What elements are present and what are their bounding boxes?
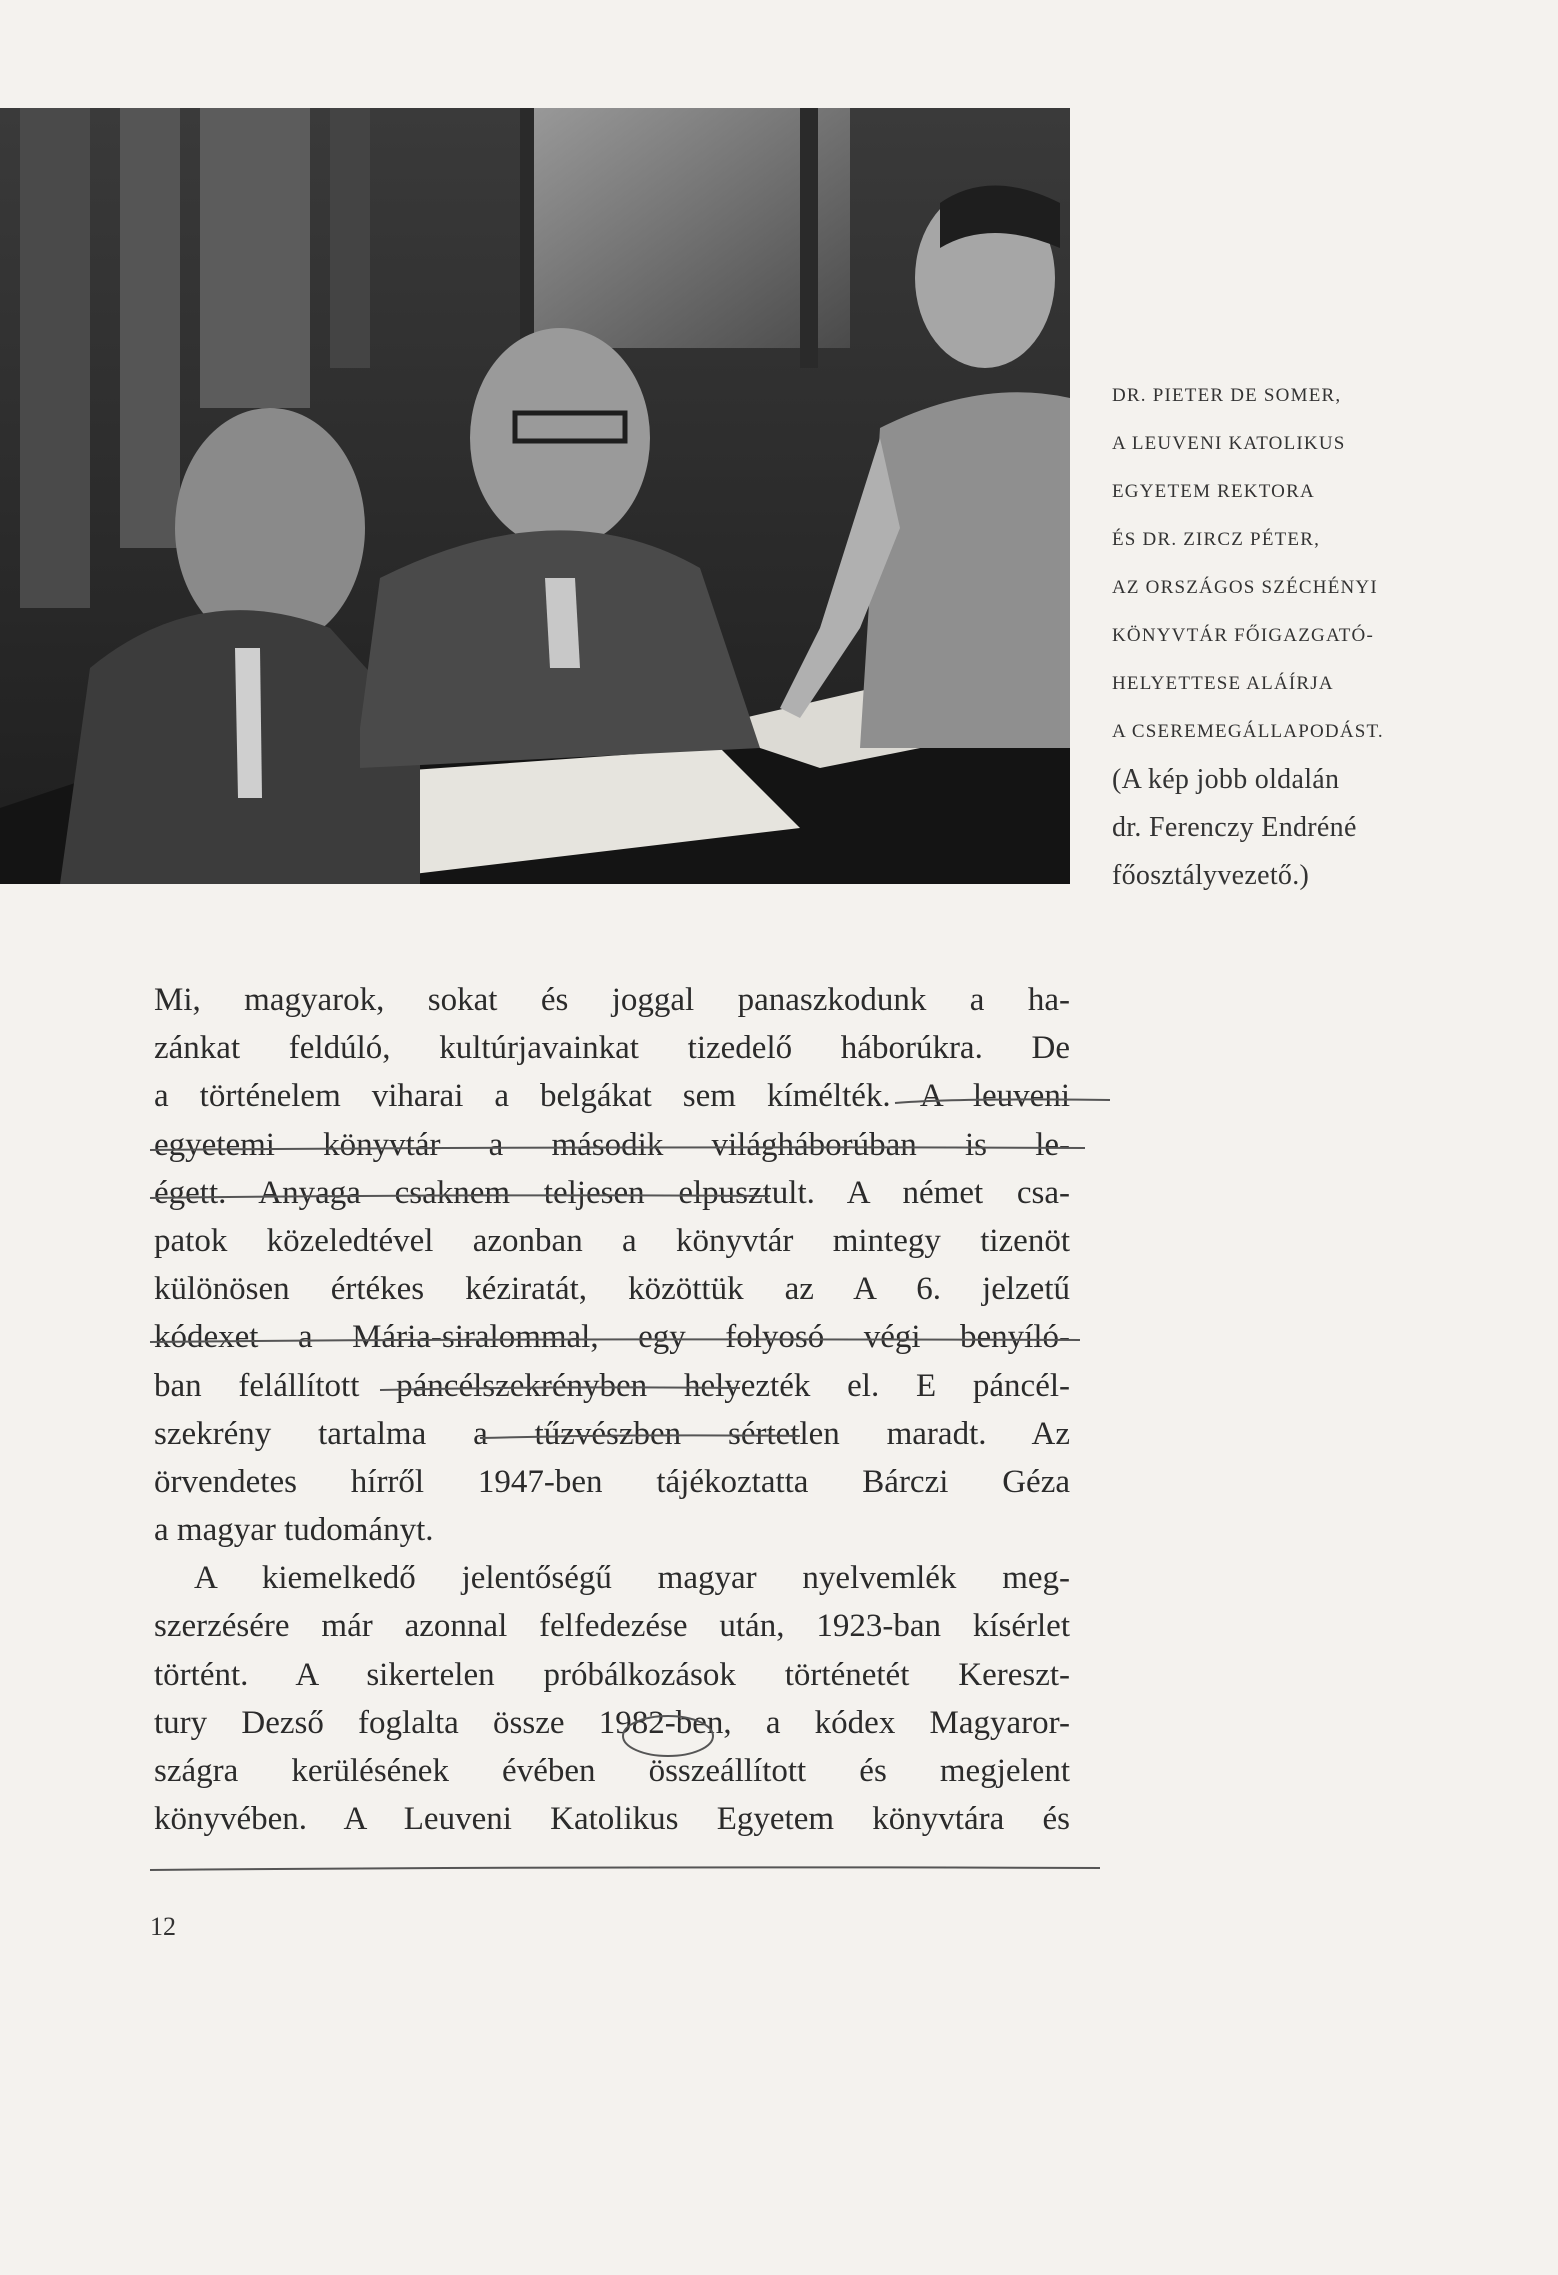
underline-mark — [150, 1867, 1100, 1870]
caption-line: HELYETTESE ALÁÍRJA — [1112, 673, 1334, 694]
text-line: szerzésére már azonnal felfedezése után, 1923-ban kísérlet — [154, 1608, 1070, 1645]
text-line: egyetemi könyvtár a második világháborúban is le- — [154, 1126, 1070, 1163]
text-line: Mi, magyarok, sokat és joggal panaszkodunk a ha- — [154, 982, 1070, 1018]
text-line: tury Dezső foglalta össze 1982-ben, a kódex Magyaror- — [154, 1704, 1070, 1741]
caption-line: dr. Ferenczy Endréné — [1112, 812, 1357, 843]
text-line: a történelem viharai a belgákat sem kímélték. A leuveni — [154, 1078, 1070, 1115]
caption-line: DR. PIETER DE SOMER, — [1112, 385, 1342, 406]
text-line: szágra kerülésének évében összeállított és megjelent — [154, 1753, 1070, 1789]
caption-line: (A kép jobb oldalán — [1112, 764, 1340, 795]
archival-photo-signing — [0, 108, 1070, 884]
text-line: zánkat feldúló, kultúrjavainkat tizedelő háborúkra. De — [154, 1030, 1070, 1067]
text-line: különösen értékes kéziratát, közöttük az A 6. jelzetű — [154, 1271, 1070, 1308]
text-line: a magyar tudományt. — [154, 1512, 434, 1549]
text-line: szekrény tartalma a tűzvészben sértetlen maradt. Az — [154, 1415, 1070, 1452]
caption-line: AZ ORSZÁGOS SZÉCHÉNYI — [1112, 577, 1378, 598]
caption-line: A CSEREMEGÁLLAPODÁST. — [1112, 721, 1384, 742]
text-line: ban felállított páncélszekrényben helyezték el. E páncél- — [154, 1367, 1070, 1404]
photo-caption — [1112, 372, 1512, 900]
text-line: történt. A sikertelen próbálkozások történetét Kereszt- — [154, 1656, 1070, 1693]
caption-line: A LEUVENI KATOLIKUS — [1112, 433, 1346, 454]
page-number: 12 — [150, 1912, 176, 1941]
text-line: örvendetes hírről 1947-ben tájékoztatta Bárczi Géza — [154, 1463, 1070, 1500]
caption-line: főosztályvezető.) — [1112, 860, 1310, 891]
caption-line: ÉS DR. ZIRCZ PÉTER, — [1112, 529, 1321, 550]
body-paragraphs — [154, 976, 1070, 1843]
caption-line: KÖNYVTÁR FŐIGAZGATÓ- — [1112, 625, 1375, 646]
text-line: patok közeledtével azonban a könyvtár mintegy tizenöt — [154, 1222, 1070, 1259]
text-line: égett. Anyaga csaknem teljesen elpusztult. A német csa- — [154, 1174, 1070, 1211]
text-line: A kiemelkedő jelentőségű magyar nyelvemlék meg- — [194, 1560, 1070, 1597]
text-line: kódexet a Mária-siralommal, egy folyosó végi benyíló- — [154, 1319, 1070, 1356]
text-line: könyvében. A Leuveni Katolikus Egyetem könyvtára és — [154, 1801, 1070, 1838]
caption-line: EGYETEM REKTORA — [1112, 481, 1315, 502]
photo-illustration — [0, 108, 1070, 884]
